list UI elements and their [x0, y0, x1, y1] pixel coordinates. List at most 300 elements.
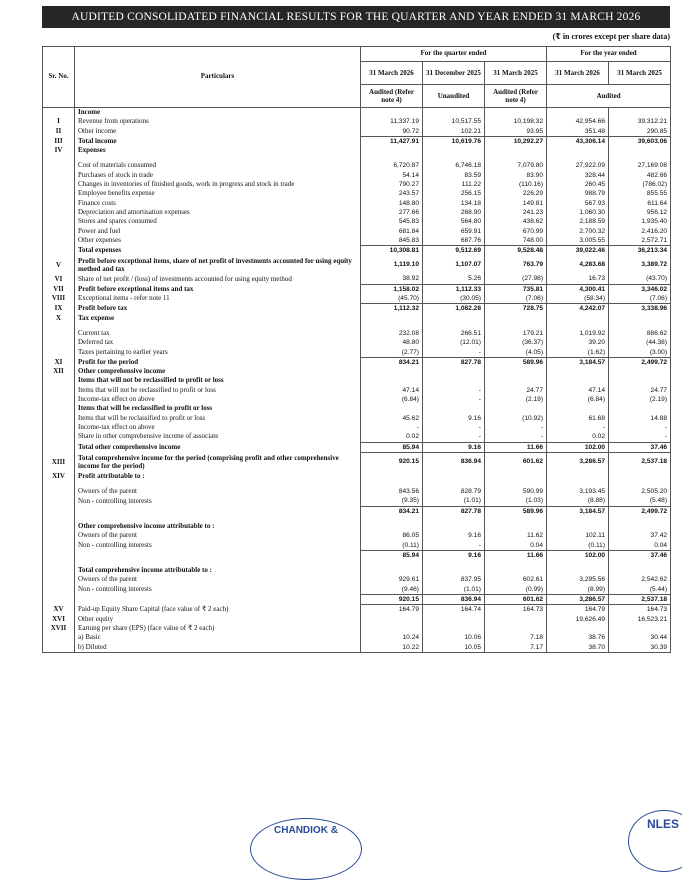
row-value: 589.96 — [485, 506, 547, 516]
row-value: 3,295.56 — [547, 575, 609, 584]
table-row — [43, 367, 671, 376]
row-value: (0.11) — [547, 541, 609, 551]
row-value: 351.48 — [547, 127, 609, 137]
row-value: 10,517.55 — [423, 117, 485, 126]
header-status-2: Unaudited — [423, 85, 485, 108]
table-row — [43, 274, 671, 284]
row-value: 43,306.14 — [547, 136, 609, 146]
row-sr-no: IV — [43, 146, 75, 155]
row-particular: Exceptional items - refer note 11 — [75, 294, 361, 304]
row-sr-no: XIII — [43, 452, 75, 472]
row-value: (10.92) — [485, 414, 547, 423]
row-value — [423, 404, 485, 413]
row-value: 0.02 — [361, 432, 423, 442]
row-sr-no — [43, 541, 75, 551]
row-value: (8.99) — [547, 585, 609, 595]
table-row — [43, 136, 671, 146]
row-value: (0.11) — [361, 541, 423, 551]
row-value: (8.88) — [547, 496, 609, 506]
row-value: 545.83 — [361, 217, 423, 226]
row-value: 836.94 — [423, 452, 485, 472]
row-value: 855.55 — [609, 189, 671, 198]
header-year-group: For the year ended — [547, 47, 671, 62]
header-col-3: 31 March 2025 — [485, 62, 547, 85]
row-value: 102.00 — [547, 550, 609, 560]
row-sr-no: II — [43, 127, 75, 137]
row-value: (4.05) — [485, 348, 547, 358]
row-sr-no — [43, 575, 75, 584]
row-value: 30.44 — [609, 633, 671, 642]
row-value — [485, 146, 547, 155]
row-value: (36.37) — [485, 338, 547, 347]
row-value: 37.46 — [609, 550, 671, 560]
table-row — [43, 531, 671, 540]
row-value: - — [547, 423, 609, 432]
row-sr-no — [43, 386, 75, 395]
row-value — [485, 615, 547, 624]
row-value — [609, 404, 671, 413]
row-value: 42,954.66 — [547, 117, 609, 126]
row-sr-no: I — [43, 117, 75, 126]
row-particular: Other comprehensive income — [75, 367, 361, 376]
row-value: 164.73 — [485, 605, 547, 615]
row-value — [547, 522, 609, 531]
row-value — [485, 108, 547, 118]
row-particular: Owners of the parent — [75, 487, 361, 496]
row-value: - — [423, 432, 485, 442]
row-particular: Employee benefits expense — [75, 189, 361, 198]
row-sr-no: XV — [43, 605, 75, 615]
row-value: 2,499.72 — [609, 357, 671, 367]
row-value: (1.01) — [423, 585, 485, 595]
table-row — [43, 338, 671, 347]
row-value: 39,022.46 — [547, 246, 609, 256]
row-value: 45.62 — [361, 414, 423, 423]
row-value: 38.76 — [547, 633, 609, 642]
row-value: (1.01) — [423, 496, 485, 506]
row-particular: Owners of the parent — [75, 531, 361, 540]
row-value: (1.62) — [547, 348, 609, 358]
row-value: 277.66 — [361, 208, 423, 217]
row-sr-no: X — [43, 314, 75, 323]
row-value: 920.15 — [361, 452, 423, 472]
row-value — [361, 624, 423, 633]
row-value: 956.12 — [609, 208, 671, 217]
table-row — [43, 357, 671, 367]
row-value: 845.83 — [361, 236, 423, 246]
table-row — [43, 442, 671, 452]
row-value: (2.77) — [361, 348, 423, 358]
row-value: 2,505.20 — [609, 487, 671, 496]
row-sr-no — [43, 595, 75, 605]
row-value: 39,312.21 — [609, 117, 671, 126]
row-particular: Income-tax effect on above — [75, 395, 361, 404]
row-particular: Total comprehensive income for the period (comprising profit and other comprehensive income for the period) — [75, 452, 361, 472]
row-value: (0.99) — [485, 585, 547, 595]
row-value: - — [423, 395, 485, 404]
row-value: 36,213.34 — [609, 246, 671, 256]
row-sr-no — [43, 217, 75, 226]
row-value: 7.18 — [485, 633, 547, 642]
row-sr-no — [43, 329, 75, 338]
row-sr-no: V — [43, 255, 75, 274]
header-col-4: 31 March 2026 — [547, 62, 609, 85]
units-note: (₹ in crores except per share data) — [552, 32, 670, 41]
row-sr-no: VII — [43, 284, 75, 294]
row-value: 30.39 — [609, 643, 671, 653]
row-value: (2.19) — [485, 395, 547, 404]
row-sr-no: VI — [43, 274, 75, 284]
row-value: 7,079.80 — [485, 161, 547, 170]
statement-title: AUDITED CONSOLIDATED FINANCIAL RESULTS FOR THE QUARTER AND YEAR ENDED 31 MARCH 2026 — [42, 6, 670, 28]
row-value: 2,542.62 — [609, 575, 671, 584]
row-value: 37.42 — [609, 531, 671, 540]
row-value — [609, 566, 671, 575]
row-value: 1,112.32 — [361, 304, 423, 314]
row-value: 763.79 — [485, 255, 547, 274]
row-value — [609, 367, 671, 376]
row-particular: Other equity — [75, 615, 361, 624]
header-status-1: Audited (Refer note 4) — [361, 85, 423, 108]
row-value: 9,528.48 — [485, 246, 547, 256]
row-value: 5.26 — [423, 274, 485, 284]
row-particular: b) Diluted — [75, 643, 361, 653]
header-col-5: 31 March 2025 — [609, 62, 671, 85]
row-value: - — [609, 432, 671, 442]
row-sr-no — [43, 199, 75, 208]
row-value: 11.62 — [485, 531, 547, 540]
row-value: 27,922.09 — [547, 161, 609, 170]
row-sr-no — [43, 246, 75, 256]
row-value: 90.72 — [361, 127, 423, 137]
row-value: 920.15 — [361, 595, 423, 605]
row-particular — [75, 595, 361, 605]
table-row — [43, 605, 671, 615]
row-value: 39,603.06 — [609, 136, 671, 146]
row-sr-no — [43, 550, 75, 560]
row-value — [547, 376, 609, 385]
row-value: (110.16) — [485, 180, 547, 189]
row-value: 1,158.02 — [361, 284, 423, 294]
row-particular: Cost of materials consumed — [75, 161, 361, 170]
row-value — [609, 624, 671, 633]
row-value: 24.77 — [485, 386, 547, 395]
table-row — [43, 624, 671, 633]
row-particular: Purchases of stock in trade — [75, 171, 361, 180]
row-sr-no: XI — [43, 357, 75, 367]
table-row — [43, 246, 671, 256]
row-value: (58.34) — [547, 294, 609, 304]
row-value: 1,082.28 — [423, 304, 485, 314]
row-value: 482.66 — [609, 171, 671, 180]
row-sr-no: VIII — [43, 294, 75, 304]
row-value: 164.79 — [361, 605, 423, 615]
row-particular: Earning per share (EPS) (face value of ₹ 2 each) — [75, 624, 361, 633]
row-sr-no — [43, 180, 75, 189]
row-particular: Non - controlling interests — [75, 585, 361, 595]
row-value: 86.05 — [361, 531, 423, 540]
row-value: 10.05 — [423, 643, 485, 653]
row-value — [547, 404, 609, 413]
row-value: 834.21 — [361, 506, 423, 516]
row-sr-no — [43, 522, 75, 531]
table-row — [43, 284, 671, 294]
row-value: 1,112.33 — [423, 284, 485, 294]
row-value: 748.00 — [485, 236, 547, 246]
row-value: 836.94 — [423, 595, 485, 605]
row-value — [423, 624, 485, 633]
row-value: 1,107.07 — [423, 255, 485, 274]
row-value: 10,292.27 — [485, 136, 547, 146]
row-particular: Total expenses — [75, 246, 361, 256]
row-value: 2,416.20 — [609, 227, 671, 236]
row-value: (5.44) — [609, 585, 671, 595]
row-sr-no: XVII — [43, 624, 75, 633]
table-row — [43, 108, 671, 118]
row-sr-no — [43, 643, 75, 653]
row-value — [485, 566, 547, 575]
table-row — [43, 255, 671, 274]
row-value: 328.44 — [547, 171, 609, 180]
row-value: 10.22 — [361, 643, 423, 653]
table-row — [43, 329, 671, 338]
row-particular: Income — [75, 108, 361, 118]
header-status-3: Audited (Refer note 4) — [485, 85, 547, 108]
row-value: 9.16 — [423, 531, 485, 540]
row-value — [485, 367, 547, 376]
row-value: (3.00) — [609, 348, 671, 358]
row-value: 111.22 — [423, 180, 485, 189]
row-value: 256.15 — [423, 189, 485, 198]
row-value — [423, 314, 485, 323]
row-particular: Non - controlling interests — [75, 541, 361, 551]
row-particular: Items that will be reclassified to profit or loss — [75, 414, 361, 423]
financial-results-table — [42, 46, 671, 653]
row-value: (5.48) — [609, 496, 671, 506]
row-value: 19,626.49 — [547, 615, 609, 624]
table-row — [43, 404, 671, 413]
row-value: 7.17 — [485, 643, 547, 653]
row-sr-no — [43, 208, 75, 217]
row-value: (9.35) — [361, 496, 423, 506]
row-value: 39.20 — [547, 338, 609, 347]
row-value: 54.14 — [361, 171, 423, 180]
row-value: - — [609, 423, 671, 432]
table-row — [43, 171, 671, 180]
row-particular: Deferred tax — [75, 338, 361, 347]
row-value: (43.70) — [609, 274, 671, 284]
row-value: 48.80 — [361, 338, 423, 347]
table-row — [43, 550, 671, 560]
row-value: 601.62 — [485, 452, 547, 472]
table-row — [43, 395, 671, 404]
row-sr-no — [43, 531, 75, 540]
row-value: 38.70 — [547, 643, 609, 653]
table-row — [43, 386, 671, 395]
row-value: 37.46 — [609, 442, 671, 452]
row-value: - — [485, 423, 547, 432]
row-value: 1,119.10 — [361, 255, 423, 274]
row-value — [361, 314, 423, 323]
row-value: 0.04 — [609, 541, 671, 551]
row-value: 6,720.87 — [361, 161, 423, 170]
table-row — [43, 236, 671, 246]
table-row — [43, 496, 671, 506]
row-particular: a) Basic — [75, 633, 361, 642]
row-sr-no: III — [43, 136, 75, 146]
row-value: 0.02 — [547, 432, 609, 442]
row-value: 3,389.72 — [609, 255, 671, 274]
row-particular: Profit before exceptional items and tax — [75, 284, 361, 294]
auditor-stamp: CHANDIOK & — [250, 818, 362, 880]
table-row — [43, 117, 671, 126]
row-value — [361, 108, 423, 118]
table-row — [43, 472, 671, 481]
table-row — [43, 217, 671, 226]
row-value: (1.03) — [485, 496, 547, 506]
row-value: 61.68 — [547, 414, 609, 423]
row-value: 3,184.57 — [547, 506, 609, 516]
row-particular: Owners of the parent — [75, 575, 361, 584]
table-row — [43, 348, 671, 358]
row-value — [361, 146, 423, 155]
row-value: 226.29 — [485, 189, 547, 198]
row-value: 266.51 — [423, 329, 485, 338]
row-value: (12.01) — [423, 338, 485, 347]
row-particular: Tax expense — [75, 314, 361, 323]
row-value: 47.14 — [547, 386, 609, 395]
row-particular — [75, 506, 361, 516]
table-row — [43, 595, 671, 605]
row-particular: Share of net profit / (loss) of investments accounted for using equity method — [75, 274, 361, 284]
row-value — [423, 522, 485, 531]
table-row — [43, 541, 671, 551]
row-value: (44.38) — [609, 338, 671, 347]
row-value: 6,746.18 — [423, 161, 485, 170]
row-sr-no — [43, 338, 75, 347]
row-particular: Profit attributable to : — [75, 472, 361, 481]
row-value: (9.46) — [361, 585, 423, 595]
row-value: 85.94 — [361, 442, 423, 452]
row-value: 843.56 — [361, 487, 423, 496]
row-value: 85.94 — [361, 550, 423, 560]
table-row — [43, 585, 671, 595]
row-value: 1,060.30 — [547, 208, 609, 217]
row-value: 735.81 — [485, 284, 547, 294]
row-sr-no — [43, 442, 75, 452]
row-particular: Stores and spares consumed — [75, 217, 361, 226]
row-particular: Income-tax effect on above — [75, 423, 361, 432]
row-value: 3,184.57 — [547, 357, 609, 367]
table-body — [43, 108, 671, 653]
row-value: 828.79 — [423, 487, 485, 496]
row-value: 4,283.68 — [547, 255, 609, 274]
row-value: 659.91 — [423, 227, 485, 236]
row-particular: Changes in inventories of finished goods, work in progress and stock in trade — [75, 180, 361, 189]
row-value — [547, 566, 609, 575]
row-particular: Revenue from operations — [75, 117, 361, 126]
row-value: 670.99 — [485, 227, 547, 236]
row-sr-no — [43, 236, 75, 246]
row-value: 929.61 — [361, 575, 423, 584]
row-value: 38.92 — [361, 274, 423, 284]
row-value: 3,338.96 — [609, 304, 671, 314]
table-row — [43, 487, 671, 496]
table-row — [43, 208, 671, 217]
table-row — [43, 314, 671, 323]
table-row — [43, 522, 671, 531]
row-value: (30.05) — [423, 294, 485, 304]
row-value — [485, 472, 547, 481]
row-sr-no — [43, 633, 75, 642]
row-value: (27.98) — [485, 274, 547, 284]
row-value: 102.11 — [547, 531, 609, 540]
row-value — [361, 522, 423, 531]
row-value: 4,300.41 — [547, 284, 609, 294]
row-particular: Total other comprehensive income — [75, 442, 361, 452]
row-value: 0.04 — [485, 541, 547, 551]
row-value — [361, 472, 423, 481]
row-value: 164.73 — [609, 605, 671, 615]
row-value: 3,193.45 — [547, 487, 609, 496]
row-value: 241.23 — [485, 208, 547, 217]
row-value: 3,346.02 — [609, 284, 671, 294]
row-value: 11.66 — [485, 550, 547, 560]
row-sr-no — [43, 506, 75, 516]
row-value: 290.85 — [609, 127, 671, 137]
row-particular: Total comprehensive income attributable to : — [75, 566, 361, 575]
row-value — [423, 376, 485, 385]
row-value — [609, 146, 671, 155]
row-value: 2,499.72 — [609, 506, 671, 516]
row-value: 611.64 — [609, 199, 671, 208]
row-value: (7.06) — [485, 294, 547, 304]
row-particular: Items that will be reclassified to profit or loss — [75, 404, 361, 413]
row-value: 602.61 — [485, 575, 547, 584]
row-value — [423, 615, 485, 624]
row-sr-no — [43, 566, 75, 575]
row-value: 681.84 — [361, 227, 423, 236]
row-sr-no — [43, 395, 75, 404]
row-value — [361, 367, 423, 376]
row-value: 4,242.07 — [547, 304, 609, 314]
row-value: 148.80 — [361, 199, 423, 208]
row-value: 11.66 — [485, 442, 547, 452]
table-row — [43, 575, 671, 584]
table-row — [43, 615, 671, 624]
table-row — [43, 633, 671, 642]
row-particular: Other comprehensive income attributable to : — [75, 522, 361, 531]
row-value: 10,198.32 — [485, 117, 547, 126]
row-value: 590.99 — [485, 487, 547, 496]
row-value — [609, 522, 671, 531]
row-particular: Profit before exceptional items, share of net profit of investments accounted for using equity method and tax — [75, 255, 361, 274]
row-value: 149.81 — [485, 199, 547, 208]
row-value: 728.75 — [485, 304, 547, 314]
table-row — [43, 376, 671, 385]
table-row — [43, 432, 671, 442]
row-value — [423, 146, 485, 155]
row-value: 243.57 — [361, 189, 423, 198]
header-particulars: Particulars — [75, 47, 361, 108]
row-value — [361, 566, 423, 575]
row-value: 438.62 — [485, 217, 547, 226]
row-value: 3,005.55 — [547, 236, 609, 246]
row-value — [547, 624, 609, 633]
row-particular: Expenses — [75, 146, 361, 155]
row-value: 10.24 — [361, 633, 423, 642]
table-row — [43, 161, 671, 170]
